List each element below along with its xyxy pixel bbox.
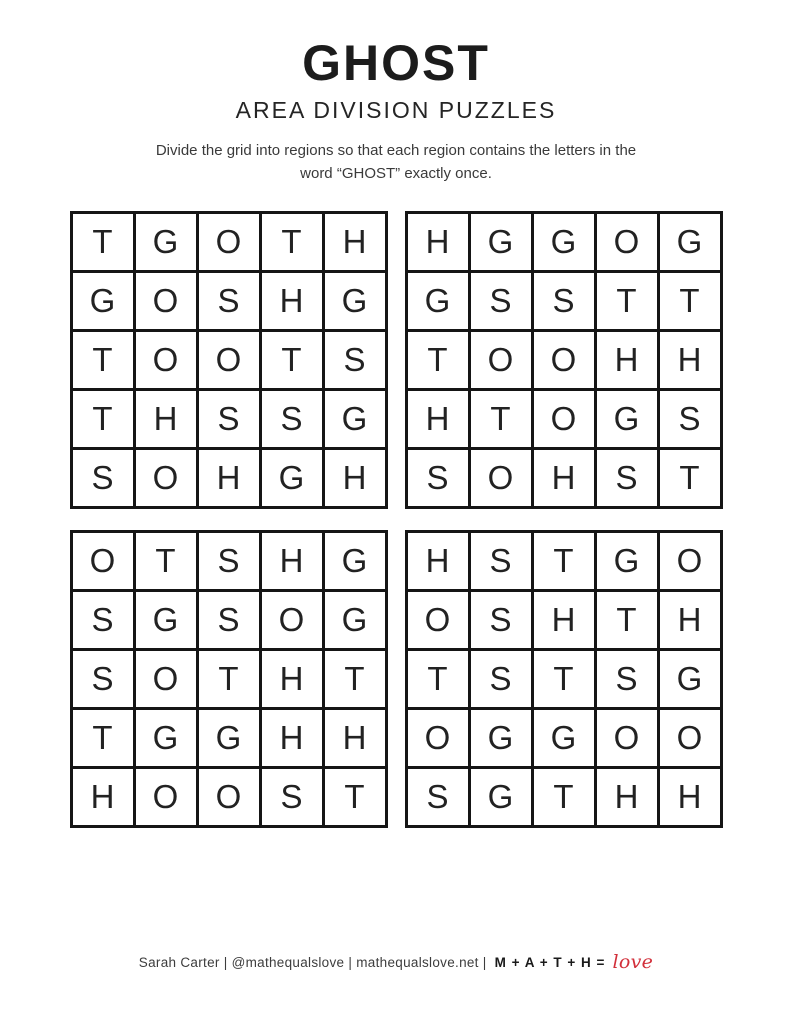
puzzle-cell: S <box>469 532 532 591</box>
puzzle-cell: T <box>532 532 595 591</box>
puzzle-cell: H <box>658 591 721 650</box>
puzzle-cell: T <box>323 650 386 709</box>
puzzle-cell: T <box>197 650 260 709</box>
puzzle-cell: T <box>71 331 134 390</box>
puzzle-row <box>406 650 721 709</box>
puzzle-cell: G <box>134 213 197 272</box>
puzzle-cell: G <box>469 768 532 827</box>
puzzle-cell: H <box>406 532 469 591</box>
puzzle-row <box>406 213 721 272</box>
puzzle-cell: O <box>197 768 260 827</box>
puzzle-cell: S <box>197 591 260 650</box>
puzzle-cell: G <box>469 213 532 272</box>
puzzle-cell: T <box>595 272 658 331</box>
worksheet-header <box>0 0 792 185</box>
puzzle-row <box>71 449 386 508</box>
puzzle-cell: O <box>658 709 721 768</box>
puzzle-cell: T <box>260 213 323 272</box>
puzzle-cell: S <box>595 650 658 709</box>
puzzle-row <box>406 709 721 768</box>
page-subtitle: AREA DIVISION PUZZLES <box>235 97 557 123</box>
puzzle-row <box>71 532 386 591</box>
puzzle-cell: G <box>134 709 197 768</box>
puzzle-cell: O <box>595 213 658 272</box>
puzzle-cell: O <box>197 331 260 390</box>
puzzle-cell: O <box>197 213 260 272</box>
puzzle-cell: O <box>532 331 595 390</box>
puzzle-cell: G <box>532 709 595 768</box>
puzzle-cell: S <box>469 272 532 331</box>
puzzle-cell: O <box>406 591 469 650</box>
puzzle-cell: H <box>532 591 595 650</box>
brand-love-text: love <box>612 951 654 973</box>
puzzle-row <box>406 331 721 390</box>
puzzle-grid-container <box>70 211 723 828</box>
puzzle-cell: O <box>134 331 197 390</box>
puzzle-row <box>71 768 386 827</box>
puzzle-cell: O <box>134 768 197 827</box>
puzzle-cell: O <box>134 449 197 508</box>
puzzle-cell: G <box>532 213 595 272</box>
puzzle-cell: O <box>532 390 595 449</box>
puzzle-cell: T <box>532 768 595 827</box>
puzzle-cell: T <box>406 331 469 390</box>
puzzle-cell: G <box>323 591 386 650</box>
puzzle-cell: G <box>323 532 386 591</box>
puzzle-cell: S <box>532 272 595 331</box>
puzzle-cell: H <box>532 449 595 508</box>
puzzle-cell: O <box>260 591 323 650</box>
puzzle-cell: S <box>469 591 532 650</box>
puzzle-cell: S <box>71 449 134 508</box>
puzzle-cell: T <box>71 213 134 272</box>
puzzle-row <box>71 390 386 449</box>
puzzle-cell: T <box>71 390 134 449</box>
puzzle-cell: O <box>595 709 658 768</box>
puzzle-cell: G <box>260 449 323 508</box>
brand-math-text: M + A + T + H = <box>494 955 606 970</box>
puzzle-cell: H <box>260 709 323 768</box>
puzzle-row <box>71 591 386 650</box>
puzzle-cell: H <box>323 213 386 272</box>
puzzle-cell: T <box>469 390 532 449</box>
puzzle-cell: S <box>658 390 721 449</box>
puzzle-cell: S <box>260 390 323 449</box>
puzzle-cell: G <box>71 272 134 331</box>
puzzle-cell: H <box>658 331 721 390</box>
instructions-line-1: Divide the grid into regions so that each region contains the letters in the <box>155 142 637 159</box>
puzzle-cell: O <box>406 709 469 768</box>
puzzle-cell: O <box>658 532 721 591</box>
puzzle-row <box>406 390 721 449</box>
puzzle-cell: S <box>197 272 260 331</box>
puzzle-cell: S <box>595 449 658 508</box>
puzzle-cell: T <box>71 709 134 768</box>
puzzle-cell: H <box>71 768 134 827</box>
puzzle-cell: H <box>595 331 658 390</box>
puzzle-cell: G <box>323 272 386 331</box>
puzzle-cell: T <box>134 532 197 591</box>
puzzle-cell: H <box>260 272 323 331</box>
puzzle-cell: T <box>323 768 386 827</box>
puzzle-cell: S <box>323 331 386 390</box>
puzzle-cell: S <box>197 390 260 449</box>
puzzle-cell: H <box>323 449 386 508</box>
puzzle-cell: G <box>595 532 658 591</box>
puzzle-grid-bottom-left <box>70 530 388 828</box>
puzzle-cell: G <box>658 650 721 709</box>
puzzle-row <box>71 331 386 390</box>
puzzle-cell: S <box>71 591 134 650</box>
puzzle-row <box>71 709 386 768</box>
instructions-line-2: word “GHOST” exactly once. <box>300 164 492 182</box>
puzzle-cell: S <box>197 532 260 591</box>
puzzle-cell: O <box>469 331 532 390</box>
puzzle-row <box>406 449 721 508</box>
puzzle-cell: H <box>134 390 197 449</box>
puzzle-cell: H <box>406 213 469 272</box>
puzzle-cell: T <box>595 591 658 650</box>
puzzle-row <box>71 650 386 709</box>
instructions-text <box>0 140 792 185</box>
puzzle-row <box>406 272 721 331</box>
puzzle-row <box>406 532 721 591</box>
puzzle-cell: G <box>134 591 197 650</box>
puzzle-cell: G <box>197 709 260 768</box>
puzzle-grid-top-left <box>70 211 388 509</box>
puzzle-cell: H <box>197 449 260 508</box>
puzzle-cell: H <box>323 709 386 768</box>
puzzle-row <box>71 213 386 272</box>
puzzle-cell: O <box>134 650 197 709</box>
puzzle-cell: T <box>406 650 469 709</box>
footer-credit-bar <box>0 950 792 972</box>
puzzle-row <box>406 591 721 650</box>
puzzle-cell: O <box>134 272 197 331</box>
puzzle-cell: H <box>595 768 658 827</box>
puzzle-cell: T <box>260 331 323 390</box>
puzzle-cell: H <box>406 390 469 449</box>
puzzle-cell: G <box>469 709 532 768</box>
puzzle-cell: O <box>469 449 532 508</box>
credit-text: Sarah Carter | @mathequalslove | mathequalslove.net | <box>138 955 487 970</box>
puzzle-cell: G <box>323 390 386 449</box>
puzzle-grid-bottom-right <box>405 530 723 828</box>
puzzle-cell: T <box>658 449 721 508</box>
puzzle-cell: T <box>532 650 595 709</box>
puzzle-row <box>406 768 721 827</box>
puzzle-cell: S <box>260 768 323 827</box>
page-title: GHOST <box>302 35 490 91</box>
puzzle-row <box>71 272 386 331</box>
puzzle-cell: H <box>260 650 323 709</box>
puzzle-cell: O <box>71 532 134 591</box>
puzzle-cell: G <box>406 272 469 331</box>
puzzle-cell: S <box>406 768 469 827</box>
puzzle-cell: H <box>658 768 721 827</box>
puzzle-cell: T <box>658 272 721 331</box>
puzzle-cell: G <box>658 213 721 272</box>
puzzle-cell: S <box>71 650 134 709</box>
puzzle-cell: G <box>595 390 658 449</box>
puzzle-cell: S <box>406 449 469 508</box>
puzzle-grid-top-right <box>405 211 723 509</box>
puzzle-cell: H <box>260 532 323 591</box>
puzzle-cell: S <box>469 650 532 709</box>
